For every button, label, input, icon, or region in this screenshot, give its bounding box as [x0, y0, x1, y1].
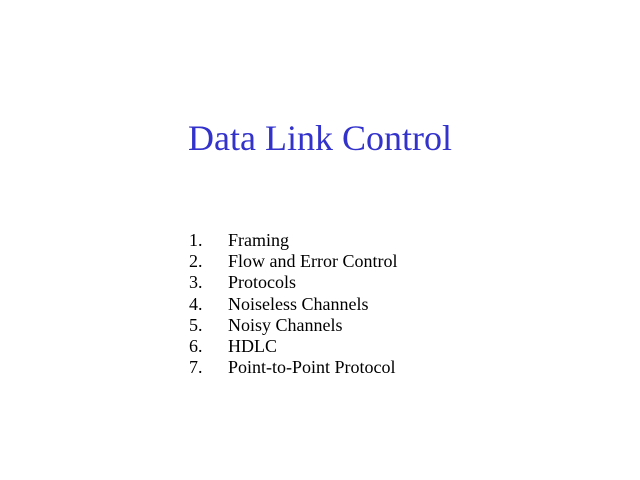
list-item [189, 230, 397, 251]
list-item-label: Noiseless Channels [228, 293, 369, 314]
list-item-number: 3. [189, 272, 203, 293]
list-item [189, 315, 397, 336]
list-item-label: Noisy Channels [228, 314, 343, 335]
list-item-number: 1. [189, 230, 203, 250]
list-item-number: 6. [189, 335, 203, 356]
list-item [189, 357, 397, 378]
list-item [189, 251, 397, 272]
list-item [189, 294, 397, 315]
list-item-number: 5. [189, 314, 203, 335]
list-item-number: 4. [189, 293, 203, 314]
list-item [189, 272, 397, 293]
list-item [189, 336, 397, 357]
list-item-label: HDLC [228, 335, 277, 356]
slide-title: Data Link Control [188, 118, 452, 158]
list-item-number: 2. [189, 251, 203, 272]
list-item-label: Protocols [228, 272, 297, 293]
list-item-label: Point-to-Point Protocol [228, 357, 396, 378]
list-item-label: Flow and Error Control [228, 251, 398, 272]
list-item-label: Framing [228, 230, 289, 250]
list-item-number: 7. [189, 357, 203, 378]
topic-list [189, 230, 397, 378]
